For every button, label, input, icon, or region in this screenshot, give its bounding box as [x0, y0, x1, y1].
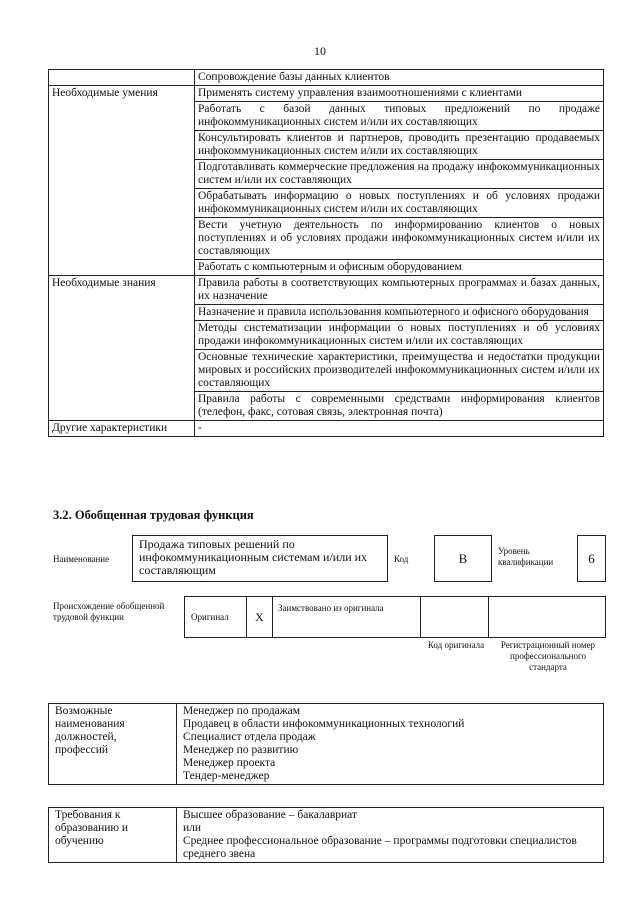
row-item-text: Работать с компьютерным и офисным оборудованием: [195, 260, 604, 276]
table-row: [49, 86, 604, 102]
qualification-level-label: Уровень квалификации: [498, 546, 554, 567]
skills-knowledge-table: [48, 69, 604, 437]
row-group-label: Необходимые умения: [49, 86, 195, 276]
row-group-label: Другие характеристики: [49, 421, 195, 437]
borrowed-label: Заимствовано из оригинала: [273, 597, 421, 637]
row-item-text: Обрабатывать информацию о новых поступлениях и об условиях продажи инфокоммуникационных систем и/или их составляющих: [195, 189, 604, 218]
origin-grid: [184, 596, 606, 638]
table-row: [49, 421, 604, 437]
positions-label: Возможные наименования должностей, профессий: [49, 704, 177, 785]
row-item-text: Вести учетную деятельность по информированию клиентов о новых поступлениях и об условиях продажи инфокоммуникационных систем и/или их составляющих: [195, 218, 604, 260]
row-group-label: Необходимые знания: [49, 276, 195, 421]
reg-number-label: Регистрационный номер профессионального стандарта: [500, 640, 596, 672]
original-mark: X: [247, 597, 273, 637]
row-item-text: Правила работы в соответствующих компьютерных программах и базах данных, их назначение: [195, 276, 604, 305]
education-table: [48, 807, 604, 863]
code-label: Код: [394, 554, 409, 564]
row-item-text: Правила работы с современными средствами информирования клиентов (телефон, факс, сотовая связь, электронная почта): [195, 392, 604, 421]
row-item-text: Работать с базой данных типовых предложений по продаже инфокоммуникационных систем и/или их составляющих: [195, 102, 604, 131]
row-item-text: Методы систематизации информации о новых поступлениях и об условиях продажи инфокоммуникационных систем и/или их составляющих: [195, 321, 604, 350]
education-item: Среднее профессиональное образование – программы подготовки специалистов среднего звена: [183, 835, 577, 860]
row-item-text: Консультировать клиентов и партнеров, проводить презентацию продаваемых инфокоммуникационных систем и/или их составляющих: [195, 131, 604, 160]
row-item-text: Основные технические характеристики, преимущества и недостатки продукции мировых и российских производителей инфокоммуникационных систем и/или их составляющих: [195, 350, 604, 392]
reg-number-cell: [489, 597, 605, 637]
row-item-text: Применять систему управления взаимоотношениями с клиентами: [195, 86, 604, 102]
row-item-text: Подготавливать коммерческие предложения на продажу инфокоммуникационных систем и/или их составляющих: [195, 160, 604, 189]
page-number: 10: [314, 44, 326, 58]
function-code-value: B: [434, 535, 492, 582]
row-group-label: [49, 70, 195, 86]
row-item-text: -: [195, 421, 604, 437]
education-item: или: [183, 822, 202, 834]
position-item: Специалист отдела продаж: [183, 731, 316, 743]
position-item: Менеджер проекта: [183, 757, 276, 769]
name-label: Наименование: [53, 554, 110, 564]
code-original-cell: [421, 597, 489, 637]
education-list: [177, 808, 604, 863]
origin-label: Происхождение обобщенной трудовой функции: [53, 601, 165, 622]
position-item: Продавец в области инфокоммуникационных технологий: [183, 718, 465, 730]
education-label: Требования к образованию и обучению: [49, 808, 177, 863]
row-item-text: Назначение и правила использования компьютерного и офисного оборудования: [195, 305, 604, 321]
code-original-label: Код оригинала: [427, 640, 485, 650]
qualification-level-value: 6: [577, 535, 606, 582]
education-item: Высшее образование – бакалавриат: [183, 809, 357, 821]
section-title: 3.2. Обобщенная трудовая функция: [53, 508, 254, 522]
positions-list: [177, 704, 604, 785]
position-item: Менеджер по продажам: [183, 705, 301, 717]
function-name-value: Продажа типовых решений по инфокоммуникационным системам и/или их составляющим: [132, 535, 388, 582]
original-label: Оригинал: [185, 597, 247, 637]
table-row: [49, 276, 604, 305]
position-item: Тендер-менеджер: [183, 770, 270, 782]
positions-table: [48, 703, 604, 785]
position-item: Менеджер по развитию: [183, 744, 299, 756]
row-item-text: Сопровождение базы данных клиентов: [195, 70, 604, 86]
table-row: [49, 70, 604, 86]
